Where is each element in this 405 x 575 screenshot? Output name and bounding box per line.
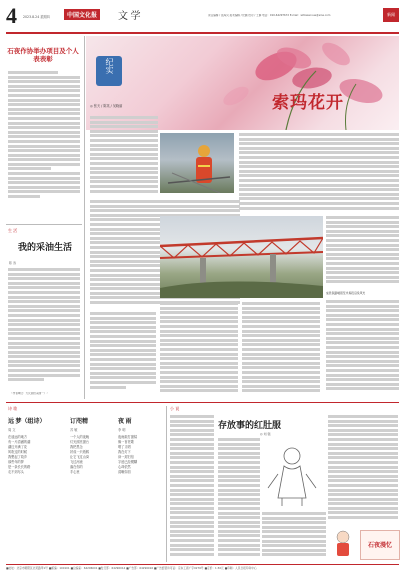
bridge-photo: [160, 216, 323, 298]
poem-line: 走不到尽头: [8, 470, 24, 474]
poem-title: 远 梦（组诗）: [8, 419, 46, 425]
figure-sketch-illustration: [262, 438, 322, 508]
poem-line: 清晰如初: [118, 470, 131, 474]
sidebar-essay-byline: （作者单位：大庆油田采油一厂）: [10, 392, 49, 395]
footer-info: ■社址：北京市朝阳区北苑路甲1号 ■邮编：100101 ■总编室：64296001 ■发行部：64296014 ■广告部：64296016 ■广告经营许可证：京东工商广字0276号 ■定价：1.50元 ■印刷：人民日报印务中心: [6, 566, 257, 570]
poem-title: 夜 雨: [118, 419, 132, 425]
feature-title: 索玛花开: [272, 93, 344, 112]
poem-line: 字迹已经模糊: [118, 460, 138, 464]
poem-line: 像一首老歌: [118, 440, 134, 444]
vertical-tag-text: 纪实: [105, 58, 114, 74]
poem-line: 我把思念: [70, 445, 83, 449]
photo-caption: 成昆铁路峨眉至米易段沿线风光: [326, 291, 366, 295]
feature-body-col1: [90, 116, 158, 198]
comic-logo-text: 石夜漫忆: [367, 543, 392, 549]
story-body-lower: [262, 512, 326, 562]
poem-line: 唱了又唱: [118, 445, 131, 449]
poem-line: 我在灯下: [118, 450, 131, 454]
sidebar-headline: 石夜作协举办项目及个人表表彰: [7, 48, 79, 63]
poem-line: 夜雨敲打窗棂: [118, 435, 138, 439]
feature-body-lower-mid: [242, 302, 320, 398]
sidebar-kicker: [8, 228, 17, 234]
column-divider: [84, 36, 85, 399]
poem-column-1: [8, 416, 66, 562]
sidebar-essay-body: [8, 268, 80, 391]
feature-body-right: [239, 133, 399, 213]
section-title: 文 学: [118, 11, 141, 22]
comic-figure: [328, 528, 358, 560]
story-body-right: [328, 415, 398, 525]
poem-author: 周 文: [8, 428, 16, 432]
poem-line: 有一片清澈的湖: [8, 440, 31, 444]
feature-byline: ◎ 张天 / 陈英 / 吴晓丽: [90, 104, 123, 108]
story-kicker: [170, 406, 179, 412]
poem-line: 读一封旧信: [118, 455, 134, 459]
footer-rule: [6, 564, 399, 565]
sidebar-essay-author: 陈 涛: [9, 261, 16, 265]
vertical-tag-badge: [96, 56, 122, 86]
sidebar-kicker-text: 生 活: [8, 228, 18, 233]
worker-photo: [160, 133, 234, 193]
story-body-left: [170, 415, 214, 562]
poem-line: 一个人的夜晚: [70, 435, 90, 439]
poem-line: 心却依然: [118, 465, 131, 469]
feature-body-right2: [326, 216, 399, 288]
poetry-divider: [166, 406, 167, 562]
story-illustration: [262, 438, 322, 508]
feature-body-col1-lower: [90, 312, 156, 398]
masthead: [6, 5, 401, 31]
editor-info: 责任编辑 / 张海贝 美术编辑 / 纪鹏 校对 / 王静 电话：010-64297672 E-mail：whbwenxue@sina.com: [208, 14, 331, 17]
poem-line: 我想起了故乡: [8, 455, 28, 459]
header-rule: [6, 32, 399, 34]
feature-body-lower-right: [326, 300, 399, 398]
poem-line: 是一条长长的路: [8, 465, 31, 469]
poetry-kicker: [8, 406, 17, 412]
sidebar-essay-title: 我的采油生活: [17, 242, 72, 252]
poetry-kicker-text: 诗 歌: [8, 406, 18, 411]
poem-line: 手心里: [70, 470, 80, 474]
poem-title: 订咫精: [70, 419, 89, 425]
paper-logo: 中国文化报: [64, 9, 100, 20]
poem-line: 让它飞过山岗: [70, 455, 90, 459]
story-kicker-text: 小 说: [170, 406, 180, 411]
poem-line: 折成一只纸鹤: [70, 450, 90, 454]
poem-line: 那些年的梦: [8, 460, 24, 464]
bridge-illustration: [160, 216, 323, 298]
sidebar-news-body: [8, 71, 80, 211]
poem-line: 在遥远的地方: [8, 435, 28, 439]
page-number: 4: [6, 3, 17, 28]
poem-column-3: [118, 416, 162, 562]
left-sidebar: [6, 36, 82, 400]
feature-body-lower-left: [160, 302, 238, 398]
story-author: ◎ 刘 强: [260, 432, 271, 436]
poem-line: 风吹过的时候: [8, 450, 28, 454]
poem-line: 湖边开满了花: [8, 445, 28, 449]
poem-author: 李 明: [118, 428, 126, 432]
story-title: 存放事的红肚服: [218, 420, 282, 430]
section-rule: [6, 402, 399, 403]
story-body-mid: [218, 438, 260, 562]
poem-line: 飞过河流: [70, 460, 83, 464]
poem-author: 苏 敏: [70, 428, 78, 432]
cartoon-figure-illustration: [328, 528, 358, 560]
poem-line: 灯光照亮窗台: [70, 440, 90, 444]
corner-badge: 新闻: [383, 8, 399, 22]
date-info: 2023.8.24 星期四: [23, 15, 50, 19]
worker-illustration: [160, 133, 234, 193]
poem-line: 落在你的: [70, 465, 83, 469]
comic-logo: [360, 530, 400, 560]
poem-column-2: [70, 416, 114, 562]
sidebar-divider: [6, 224, 82, 225]
